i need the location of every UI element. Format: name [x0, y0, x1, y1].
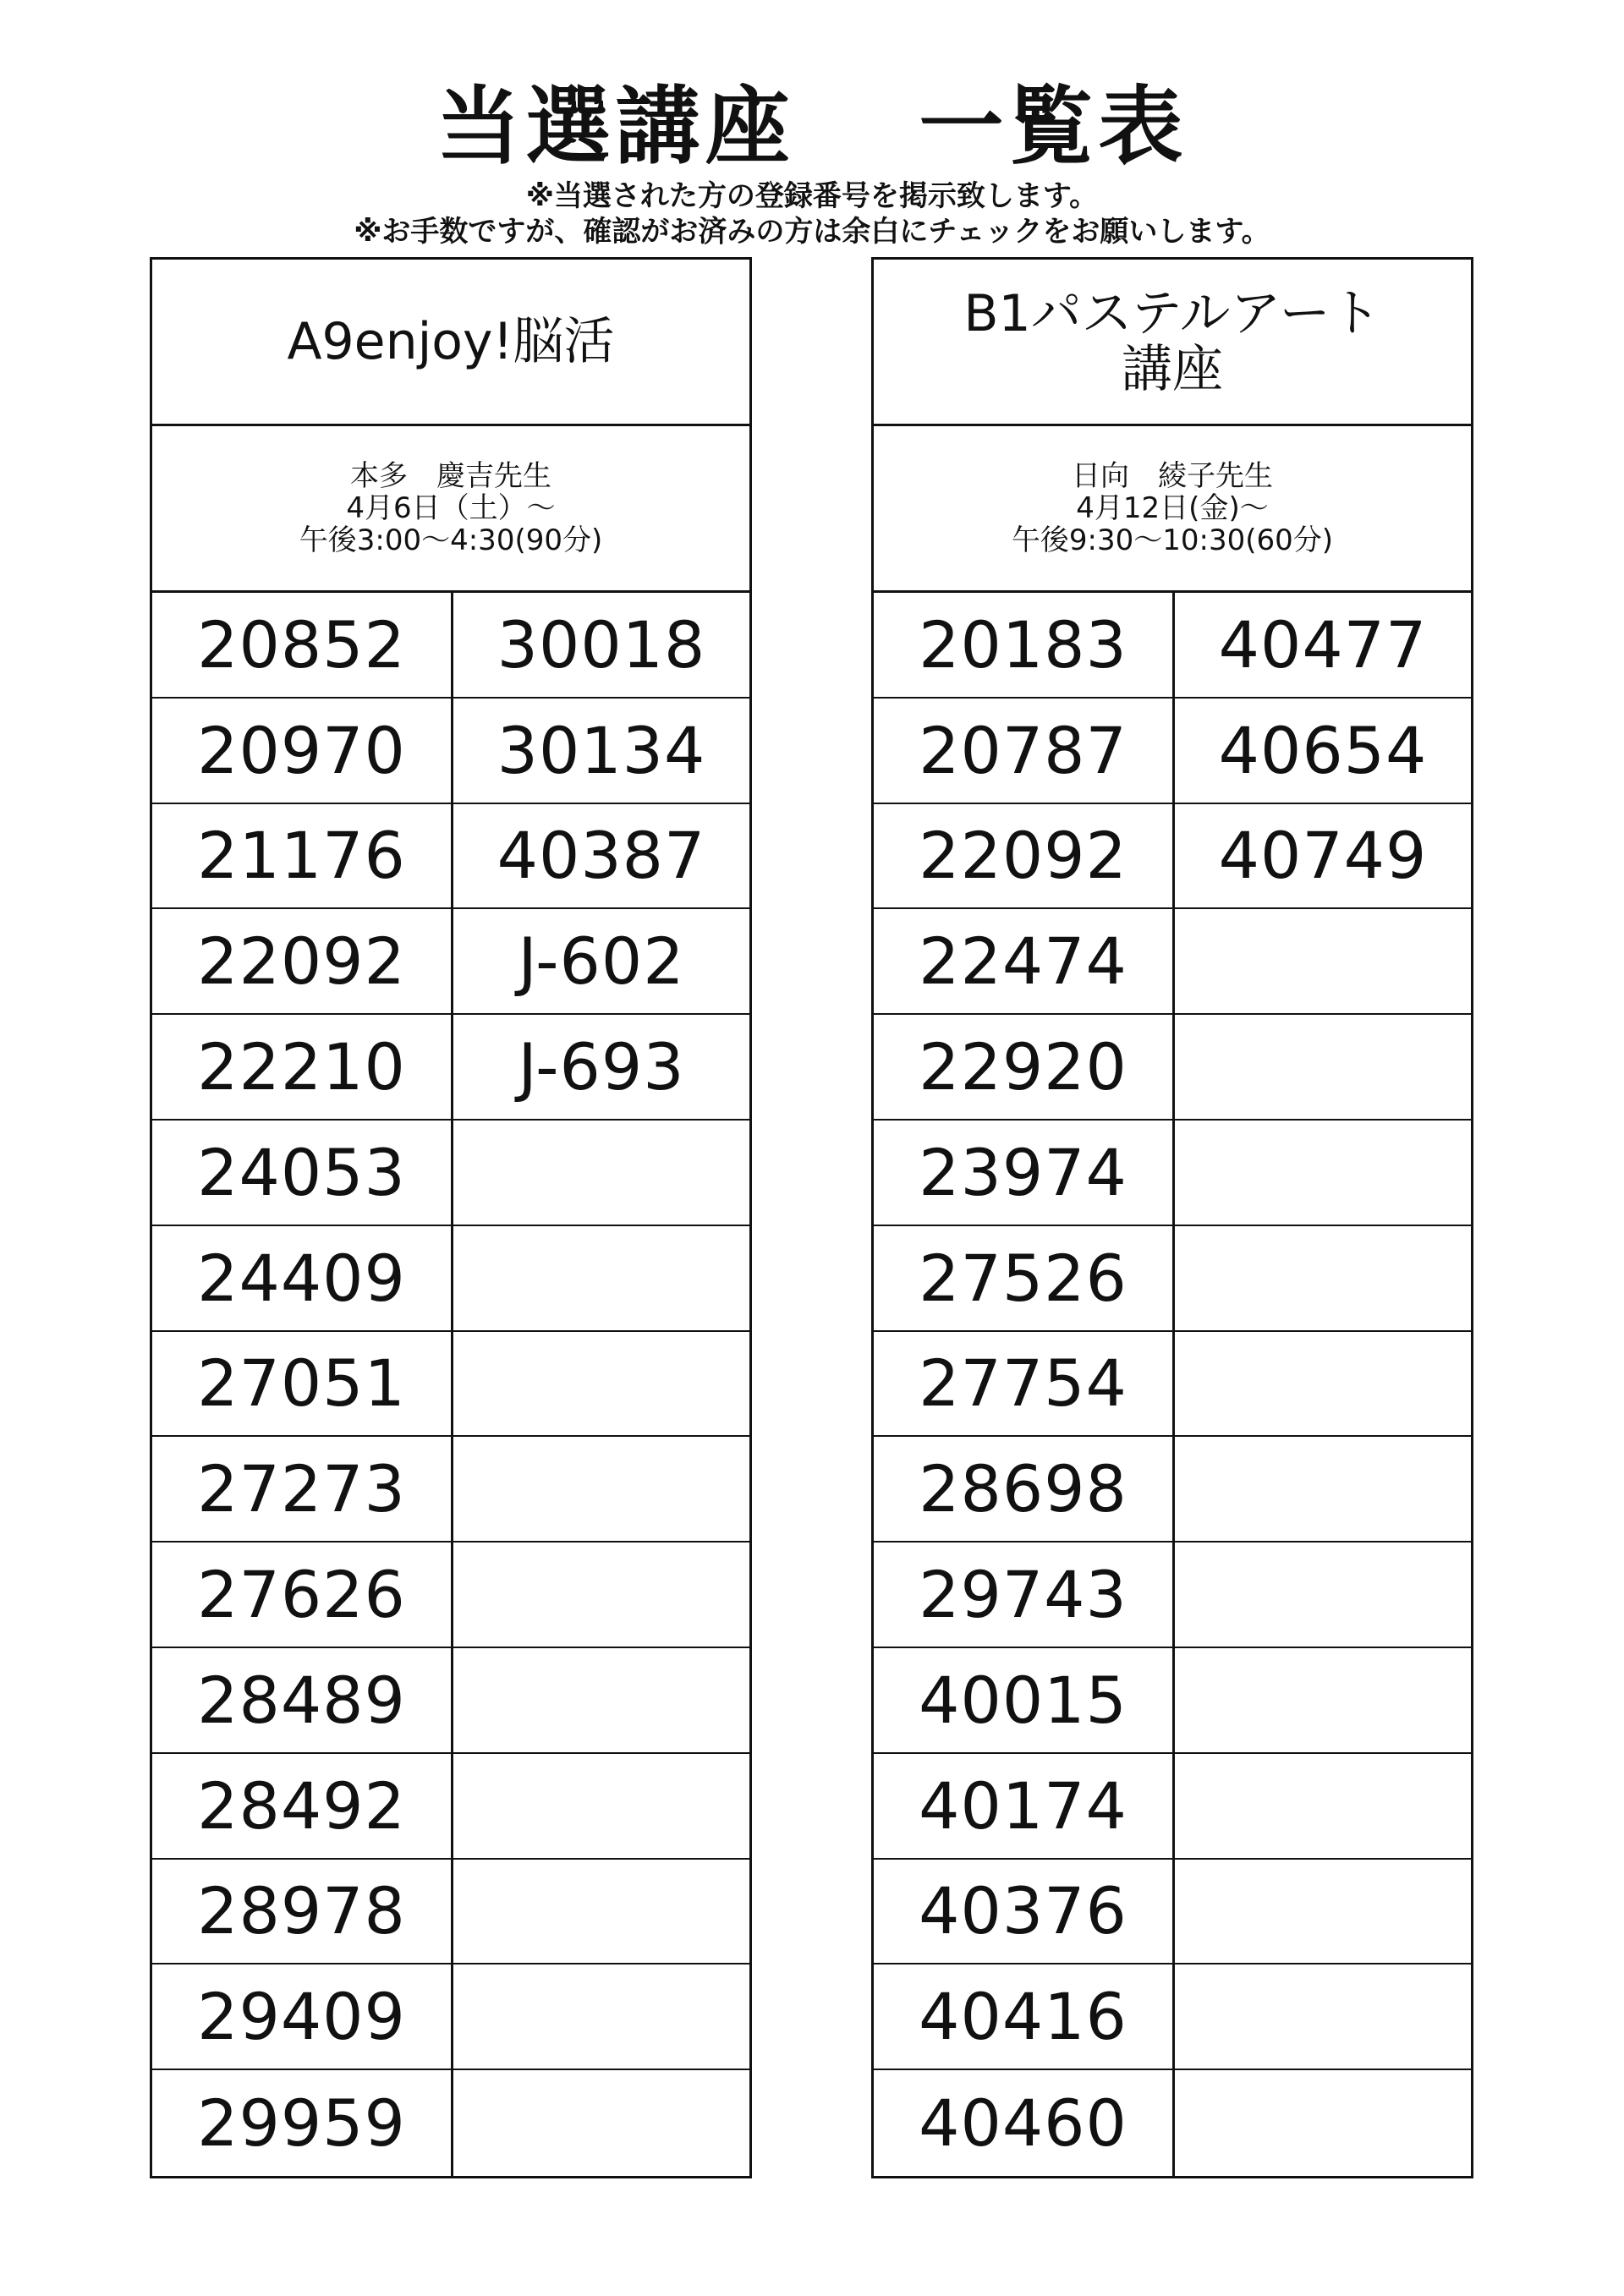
course-time: 午後3:00～4:30(90分) [299, 523, 603, 558]
registration-number [1175, 909, 1471, 1015]
registration-number: 40174 [874, 1754, 1175, 1860]
registration-number: 20787 [874, 699, 1175, 804]
registration-number [453, 1121, 749, 1226]
registration-number: J-693 [453, 1015, 749, 1121]
page-title: 当選講座 一覧表 [436, 77, 1188, 176]
registration-number: 22474 [874, 909, 1175, 1015]
registration-number: 22920 [874, 1015, 1175, 1121]
registration-number: 28698 [874, 1437, 1175, 1543]
registration-number: 27526 [874, 1226, 1175, 1332]
registration-number [453, 1648, 749, 1754]
course-table [871, 257, 1473, 2178]
course-date: 4月12日(金)～ [1076, 490, 1269, 525]
registration-number: 29743 [874, 1543, 1175, 1648]
registration-number: J-602 [453, 909, 749, 1015]
registration-number: 27626 [152, 1543, 453, 1648]
registration-number: 24409 [152, 1226, 453, 1332]
registration-number [453, 1332, 749, 1438]
registration-number [1175, 1332, 1471, 1438]
registration-number [1175, 1964, 1471, 2070]
registration-number: 40460 [874, 2070, 1175, 2176]
registration-number: 30018 [453, 593, 749, 699]
registration-number: 23974 [874, 1121, 1175, 1226]
registration-number: 40387 [453, 804, 749, 910]
teacher-name: 本多 慶吉先生 [350, 458, 551, 493]
registration-number [1175, 1121, 1471, 1226]
registration-number [453, 1437, 749, 1543]
course-table [150, 257, 752, 2178]
registration-number: 29409 [152, 1964, 453, 2070]
number-grid [152, 593, 749, 2176]
registration-number: 20970 [152, 699, 453, 804]
registration-number [453, 1754, 749, 1860]
course-info [152, 426, 749, 593]
registration-number: 22210 [152, 1015, 453, 1121]
registration-number [453, 1543, 749, 1648]
registration-number: 28978 [152, 1860, 453, 1965]
registration-number [1175, 1543, 1471, 1648]
registration-number: 29959 [152, 2070, 453, 2176]
registration-number: 40477 [1175, 593, 1471, 699]
notice-text: ※お手数ですが、確認がお済みの方は余白にチェックをお願いします。 [354, 215, 1270, 249]
registration-number [1175, 1015, 1471, 1121]
registration-number: 40015 [874, 1648, 1175, 1754]
registration-number [453, 1860, 749, 1965]
registration-number: 20183 [874, 593, 1175, 699]
registration-number [453, 1964, 749, 2070]
registration-number: 24053 [152, 1121, 453, 1226]
course-name: B1パステルアート 講座 [874, 260, 1471, 426]
registration-number: 22092 [874, 804, 1175, 910]
registration-number: 28492 [152, 1754, 453, 1860]
registration-number: 22092 [152, 909, 453, 1015]
registration-number [1175, 1648, 1471, 1754]
course-date: 4月6日（土）～ [346, 490, 556, 525]
registration-number: 27754 [874, 1332, 1175, 1438]
registration-number: 30134 [453, 699, 749, 804]
course-info [874, 426, 1471, 593]
course-time: 午後9:30～10:30(60分) [1011, 523, 1334, 558]
registration-number: 20852 [152, 593, 453, 699]
registration-number [453, 2070, 749, 2176]
registration-number: 28489 [152, 1648, 453, 1754]
registration-number: 40416 [874, 1964, 1175, 2070]
registration-number: 21176 [152, 804, 453, 910]
registration-number: 40654 [1175, 699, 1471, 804]
registration-number: 27051 [152, 1332, 453, 1438]
registration-number [453, 1226, 749, 1332]
teacher-name: 日向 綾子先生 [1072, 458, 1273, 493]
registration-number: 40749 [1175, 804, 1471, 910]
registration-number [1175, 1226, 1471, 1332]
registration-number: 27273 [152, 1437, 453, 1543]
number-grid [874, 593, 1471, 2176]
course-name: A9enjoy!脳活 [152, 260, 749, 426]
registration-number [1175, 1860, 1471, 1965]
registration-number [1175, 1754, 1471, 1860]
registration-number [1175, 1437, 1471, 1543]
registration-number: 40376 [874, 1860, 1175, 1965]
registration-number [1175, 2070, 1471, 2176]
notice-text: ※当選された方の登録番号を掲示致します。 [525, 179, 1099, 213]
